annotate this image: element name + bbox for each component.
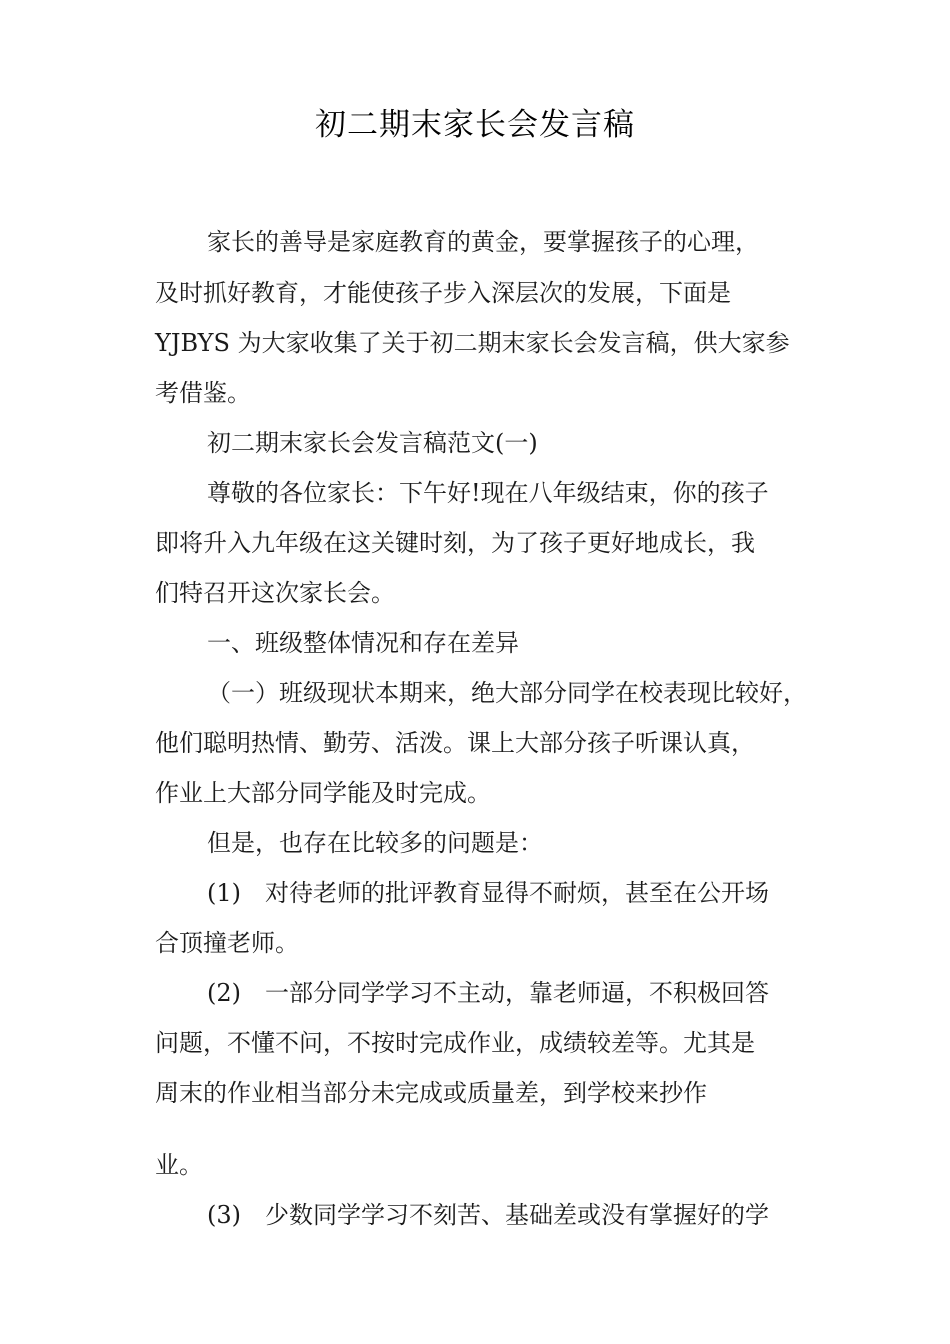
intro-line-3: YJBYS 为大家收集了关于初二期末家长会发言稿，供大家参 — [155, 329, 790, 357]
greeting-line-1: 尊敬的各位家长：下午好!现在八年级结束，你的孩子 — [207, 479, 769, 507]
subheading-class-situation: 一、班级整体情况和存在差异 — [207, 629, 519, 657]
item-3-line-1: (3) 少数同学学习不刻苦、基础差或没有掌握好的学 — [207, 1201, 769, 1229]
item-2-line-4: 业。 — [155, 1151, 203, 1179]
paragraph-status-line-2: 他们聪明热情、勤劳、活泼。课上大部分孩子听课认真， — [155, 729, 755, 757]
greeting-line-3: 们特召开这次家长会。 — [155, 579, 395, 607]
item-1-line-2: 合顶撞老师。 — [155, 929, 299, 957]
item-2-line-1: (2) 一部分同学学习不主动，靠老师逼，不积极回答 — [207, 979, 769, 1007]
problems-intro: 但是，也存在比较多的问题是： — [207, 829, 543, 857]
item-2-line-3: 周末的作业相当部分未完成或质量差，到学校来抄作 — [155, 1079, 707, 1107]
paragraph-status-line-3: 作业上大部分同学能及时完成。 — [155, 779, 491, 807]
intro-line-2: 及时抓好教育，才能使孩子步入深层次的发展，下面是 — [155, 279, 731, 307]
paragraph-status-line-1: （一）班级现状本期来，绝大部分同学在校表现比较好， — [207, 679, 807, 707]
intro-line-1: 家长的善导是家庭教育的黄金，要掌握孩子的心理， — [207, 228, 759, 256]
greeting-line-2: 即将升入九年级在这关键时刻，为了孩子更好地成长，我 — [155, 529, 755, 557]
page-title: 初二期末家长会发言稿 — [315, 107, 635, 143]
item-2-line-2: 问题，不懂不问，不按时完成作业，成绩较差等。尤其是 — [155, 1029, 755, 1057]
intro-line-4: 考借鉴。 — [155, 379, 251, 407]
item-1-line-1: (1) 对待老师的批评教育显得不耐烦，甚至在公开场 — [207, 879, 769, 907]
section-heading: 初二期末家长会发言稿范文(一) — [207, 429, 538, 457]
